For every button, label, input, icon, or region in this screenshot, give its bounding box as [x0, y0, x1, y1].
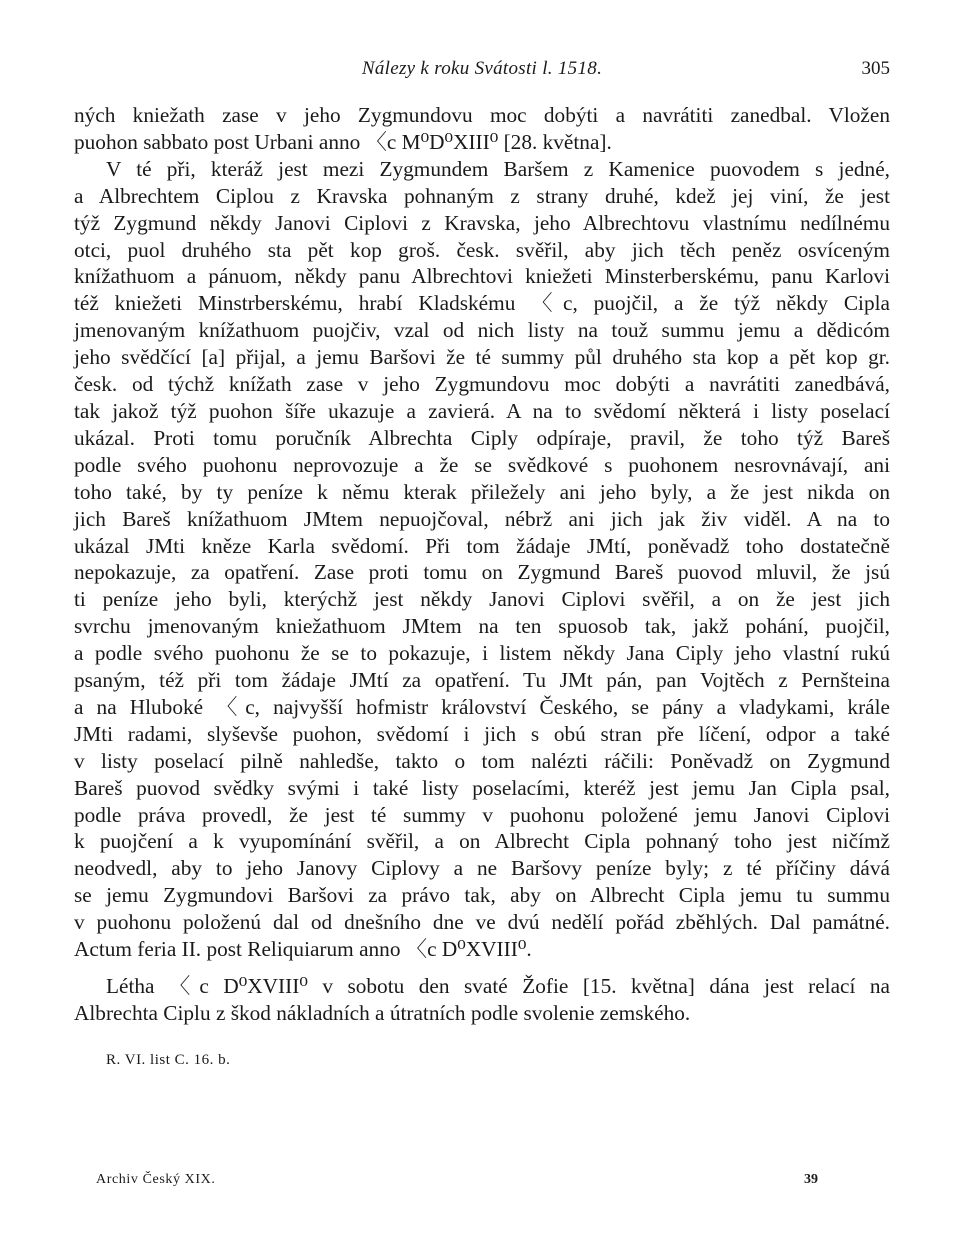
page-number: 305	[861, 58, 890, 79]
text-line: k puojčení a k vyupomínání svěřil, a on Albrecht Cipla pohnaný toho jest ničímž	[74, 829, 890, 854]
text-line: psaným, též při tom žádaje JMtí za opatření. Tu JMt pán, pan Vojtěch z Pernšteina	[74, 668, 890, 693]
text-line: Actum feria II. post Reliquiarum anno 〈c D⁰XVIII⁰.	[74, 937, 532, 962]
text-line: se jemu Zygmundovi Baršovi za právo tak, aby on Albrecht Cipla jemu tu summu	[74, 883, 890, 908]
text-line: též kniežeti Minstrberskému, hrabí Kladskému 〈c, puojčil, a že týž někdy Cipla	[74, 291, 890, 316]
footer-volume-title: Archiv Český XIX.	[96, 1172, 216, 1187]
text-line: ti peníze jeho byli, kterýchž jest někdy Janovi Ciplovi svěřil, a on že jest jich	[74, 587, 890, 612]
text-line: ukázal. Proti tomu poručník Albrechta Ciply odpíraje, pravil, že toho týž Bareš	[74, 425, 890, 450]
paragraph	[74, 102, 890, 156]
text-line: a na Hluboké 〈c, najvyšší hofmistr království Českého, se pány a vladykami, krále	[74, 694, 890, 719]
text-line: jmenovaným knížathuom puojčiv, vzal od nich listy na touž summu jemu a dědicóm	[74, 318, 890, 343]
text-line: nepokazuje, za opatření. Zase proti tomu on Zygmund Bareš puovod mluvil, že jsú	[74, 560, 890, 585]
text-line: jeho svědčící [a] přijal, a jemu Baršovi že té summy půl druhého sta kop a pět kop gr.	[74, 345, 890, 370]
text-line: v puohonu položenú dal od dnešního dne ve dvú nedělí pořád zběhlých. Dal památné.	[74, 910, 890, 935]
text-line: svrchu jmenovaným kniežathuom JMtem na ten spuosob tak, jakž pohání, puojčil,	[74, 614, 890, 639]
text-line: puohon sabbato post Urbani anno 〈c M⁰D⁰XIII⁰ [28. května].	[74, 129, 612, 154]
text-line: podle práva provedl, že jest té summy v puohonu položené jemu Janovi Ciplovi	[74, 802, 890, 827]
text-line: V té při, kteráž jest mezi Zygmundem Baršem z Kamenice puovodem s jedné,	[106, 156, 890, 181]
text-line: JMti radami, slyševše puohon, svědomí i jich s obú stran pře líčení, odpor a také	[74, 721, 890, 746]
footer-signature-number: 39	[804, 1172, 818, 1187]
paragraph	[74, 156, 890, 963]
text-line: tak jakož týž puohon šíře ukazuje a zavierá. A na to svědomí některá i listy poselací	[74, 398, 890, 423]
text-line: podle svého puohonu neprovozuje a že se svědkové s puohonem nesrovnávají, ani	[74, 452, 890, 477]
text-line: a podle svého puohonu že se to pokazuje, i listem někdy Jana Ciply jeho vlastní rukú	[74, 641, 890, 666]
text-line: jich Bareš knížathuom JMtem nepuojčoval, nébrž ani jich jak živ viděl. A na to	[74, 506, 890, 531]
text-line: knížathuom a pánuom, někdy panu Albrechtovi kniežeti Minsterberskému, panu Karlovi	[74, 264, 890, 289]
text-line: v listy poselací pilně nahledše, takto o tom nalézti ráčili: Poněvadž on Zygmund	[74, 748, 890, 773]
text-line: Bareš puovod svědky svými i také listy poselacími, kteréž jest jemu Jan Cipla psal,	[74, 775, 890, 800]
page-header	[74, 58, 890, 88]
text-line: otci, puol druhého sta pět kop groš. česk. svěřil, aby jich těch peněz osvíceným	[74, 237, 890, 262]
text-line: neodvedl, aby to jeho Janovy Ciplovy a ne Baršovy peníze byly; z té příčiny dává	[74, 856, 890, 881]
text-line: česk. od týchž knížath zase v jeho Zygmundovu moc dobýti a navrátiti zanedbává,	[74, 372, 890, 397]
source-reference: R. VI. list C. 16. b.	[106, 1052, 231, 1068]
paragraph	[74, 973, 890, 1027]
text-line: Albrechta Ciplu z škod nákladních a útratních podle svolenie zemského.	[74, 1000, 691, 1025]
text-line: ukázal JMti kněze Karla svědomí. Při tom žádaje JMtí, poněvadž toho dostatečně	[74, 533, 890, 558]
running-title: Nálezy k roku Svátosti l. 1518.	[361, 58, 603, 79]
text-line: toho také, by ty peníze k němu kterak přiležely ani jeho byly, a že jest nikda on	[74, 479, 890, 504]
text-line: ných kniežath zase v jeho Zygmundovu moc dobýti a navrátiti zanedbal. Vložen	[74, 103, 890, 127]
document-body	[74, 102, 890, 1027]
text-line: Létha 〈c D⁰XVIII⁰ v sobotu den svaté Žofie [15. května] dána jest relací na	[106, 974, 890, 998]
text-line: týž Zygmund někdy Janovi Ciplovi z Kravska, jeho Albrechtovu vlastnímu nedílnému	[74, 210, 890, 235]
text-line: a Albrechtem Ciplou z Kravska pohnaným z strany druhé, kdež jej viní, že jest	[74, 183, 890, 208]
